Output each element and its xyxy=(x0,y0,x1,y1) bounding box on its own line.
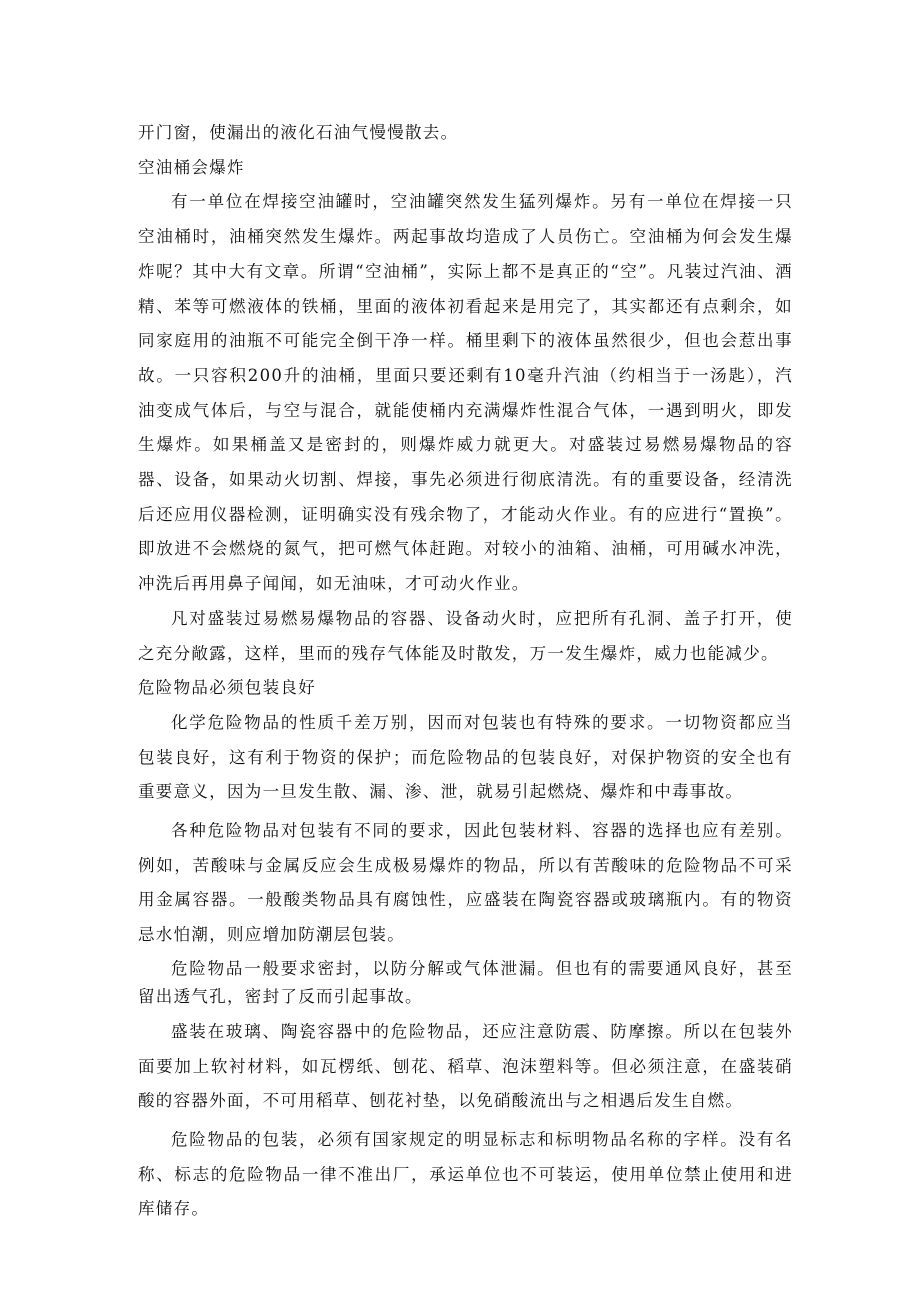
section-heading-empty-drum: 空油桶会爆炸 xyxy=(138,157,245,177)
paragraph: 危险物品的包装，必须有国家规定的明显标志和标明物品名称的字样。没有名称、标志的危险物品一律不准出厂，承运单位也不可装运，使用单位禁止使用和进库储存。 xyxy=(138,1129,793,1219)
paragraph: 有一单位在焊接空油罐时，空油罐突然发生猛列爆炸。另有一单位在焊接一只空油桶时，油桶突然发生爆炸。两起事故均造成了人员伤亡。空油桶为何会发生爆炸呢？其中大有文章。所谓“空油桶”，实际上都不是真正的“空”。凡装过汽油、酒精、苯等可燃液体的铁桶，里面的液体初看起来是用完了，其实都还有点剩余，如同家庭用的油瓶不可能完全倒干净一样。桶里剩下的液体虽然很少，但也会惹出事故。一只容积200升的油桶，里面只要还剩有10毫升汽油（约相当于一汤匙），汽油变成气体后，与空与混合，就能使桶内充满爆炸性混合气体，一遇到明火，即发生爆炸。如果桶盖又是密封的，则爆炸威力就更大。对盛装过易燃易爆物品的容器、设备，如果动火切割、焊接，事先必须进行彻底清洗。有的重要设备，经清洗后还应用仪器检测，证明确实没有残余物了，才能动火作业。有的应进行“置换”。即放进不会燃烧的氮气，把可燃气体赶跑。对较小的油箱、油桶，可用碱水冲洗，冲洗后再用鼻子闻闻，如无油味，才可动火作业。 xyxy=(138,192,793,594)
paragraph: 各种危险物品对包装有不同的要求，因此包装材料、容器的选择也应有差别。例如，苦酸味与金属反应会生成极易爆炸的物品，所以有苦酸味的危险物品不可采用金属容器。一般酸类物品具有腐蚀性，应盛装在陶瓷容器或玻璃瓶内。有的物资忌水怕潮，则应增加防潮层包装。 xyxy=(138,821,793,945)
document-body xyxy=(138,116,793,1227)
section-heading-packaging: 危险物品必须包装良好 xyxy=(138,678,316,698)
paragraph: 危险物品一般要求密封，以防分解或气体泄漏。但也有的需要通风良好，甚至留出透气孔，密封了反而引起事故。 xyxy=(138,958,793,1006)
paragraph: 盛装在玻璃、陶瓷容器中的危险物品，还应注意防震、防摩擦。所以在包装外面要加上软衬材料，如瓦楞纸、刨花、稻草、泡沫塑料等。但必须注意，在盛装硝酸的容器外面，不可用稻草、刨花衬垫，以免硝酸流出与之相遇后发生自燃。 xyxy=(138,1021,793,1111)
paragraph: 凡对盛装过易燃易爆物品的容器、设备动火时，应把所有孔洞、盖子打开，使之充分敞露，这样，里而的残存气体能及时散发，万一发生爆炸，威力也能减少。 xyxy=(138,608,793,663)
paragraph: 化学危险物品的性质千差万别，因而对包装也有特殊的要求。一切物资都应当包装良好，这有利于物资的保护；而危险物品的包装良好，对保护物资的安全也有重要意义，因为一旦发生散、漏、渗、泄，就易引起燃烧、爆炸和中毒事故。 xyxy=(138,712,793,802)
continuation-paragraph: 开门窗，使漏出的液化石油气慢慢散去。 xyxy=(138,123,459,142)
